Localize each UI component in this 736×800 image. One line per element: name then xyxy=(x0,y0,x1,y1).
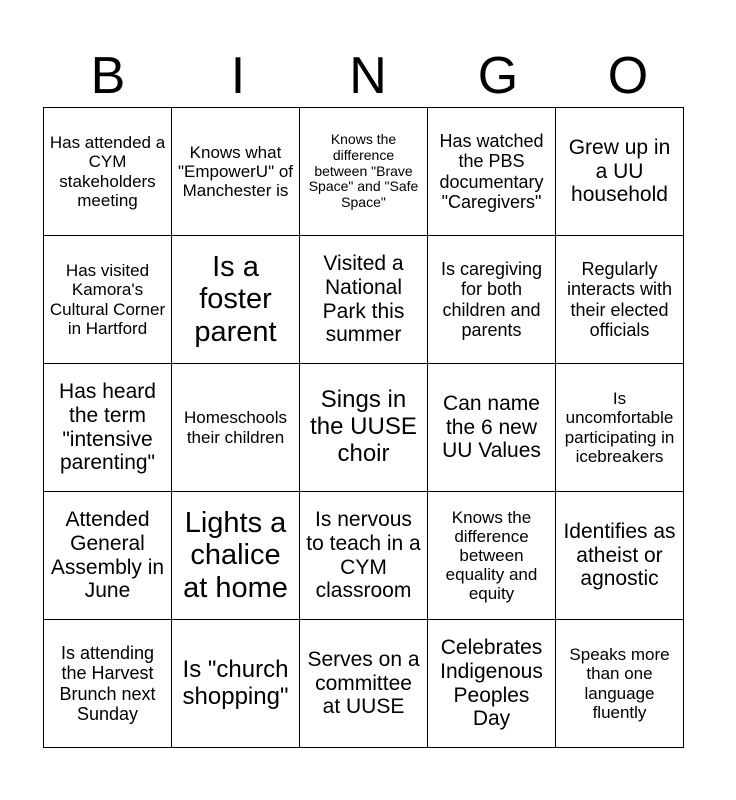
bingo-cell[interactable]: Is uncomfortable participating in icebreakers xyxy=(556,364,684,492)
bingo-cell[interactable]: Visited a National Park this summer xyxy=(300,236,428,364)
bingo-cell[interactable]: Knows the difference between equality and equity xyxy=(428,492,556,620)
bingo-cell[interactable]: Is attending the Harvest Brunch next Sunday xyxy=(44,620,172,748)
grid-row xyxy=(44,108,684,236)
bingo-cell[interactable]: Regularly interacts with their elected officials xyxy=(556,236,684,364)
header-letter-o: O xyxy=(607,47,649,105)
bingo-cell[interactable]: Is a foster parent xyxy=(172,236,300,364)
bingo-cell[interactable]: Has visited Kamora's Cultural Corner in Hartford xyxy=(44,236,172,364)
header-letter-b: B xyxy=(90,47,126,105)
bingo-header xyxy=(43,44,693,108)
bingo-cell[interactable]: Has watched the PBS documentary "Caregivers" xyxy=(428,108,556,236)
bingo-cell[interactable]: Can name the 6 new UU Values xyxy=(428,364,556,492)
bingo-cell[interactable]: Knows what "EmpowerU" of Manchester is xyxy=(172,108,300,236)
bingo-cell[interactable]: Is caregiving for both children and parents xyxy=(428,236,556,364)
bingo-cell[interactable]: Identifies as atheist or agnostic xyxy=(556,492,684,620)
bingo-cell[interactable]: Is nervous to teach in a CYM classroom xyxy=(300,492,428,620)
bingo-cell[interactable]: Homeschools their children xyxy=(172,364,300,492)
grid-row xyxy=(44,236,684,364)
bingo-cell[interactable]: Is "church shopping" xyxy=(172,620,300,748)
bingo-cell[interactable]: Attended General Assembly in June xyxy=(44,492,172,620)
bingo-cell[interactable]: Grew up in a UU household xyxy=(556,108,684,236)
grid-row xyxy=(44,492,684,620)
bingo-cell[interactable]: Has heard the term "intensive parenting" xyxy=(44,364,172,492)
bingo-cell[interactable]: Speaks more than one language fluently xyxy=(556,620,684,748)
bingo-cell[interactable]: Knows the difference between "Brave Space" and "Safe Space" xyxy=(300,108,428,236)
grid-row xyxy=(44,620,684,748)
grid-row xyxy=(44,364,684,492)
bingo-cell[interactable]: Has attended a CYM stakeholders meeting xyxy=(44,108,172,236)
header-letter-n: N xyxy=(349,47,387,105)
bingo-cell[interactable]: Sings in the UUSE choir xyxy=(300,364,428,492)
bingo-grid xyxy=(43,107,684,748)
bingo-cell[interactable]: Celebrates Indigenous Peoples Day xyxy=(428,620,556,748)
header-letter-i: I xyxy=(230,47,246,105)
bingo-cell[interactable]: Serves on a committee at UUSE xyxy=(300,620,428,748)
bingo-cell[interactable]: Lights a chalice at home xyxy=(172,492,300,620)
header-letter-g: G xyxy=(477,47,519,105)
